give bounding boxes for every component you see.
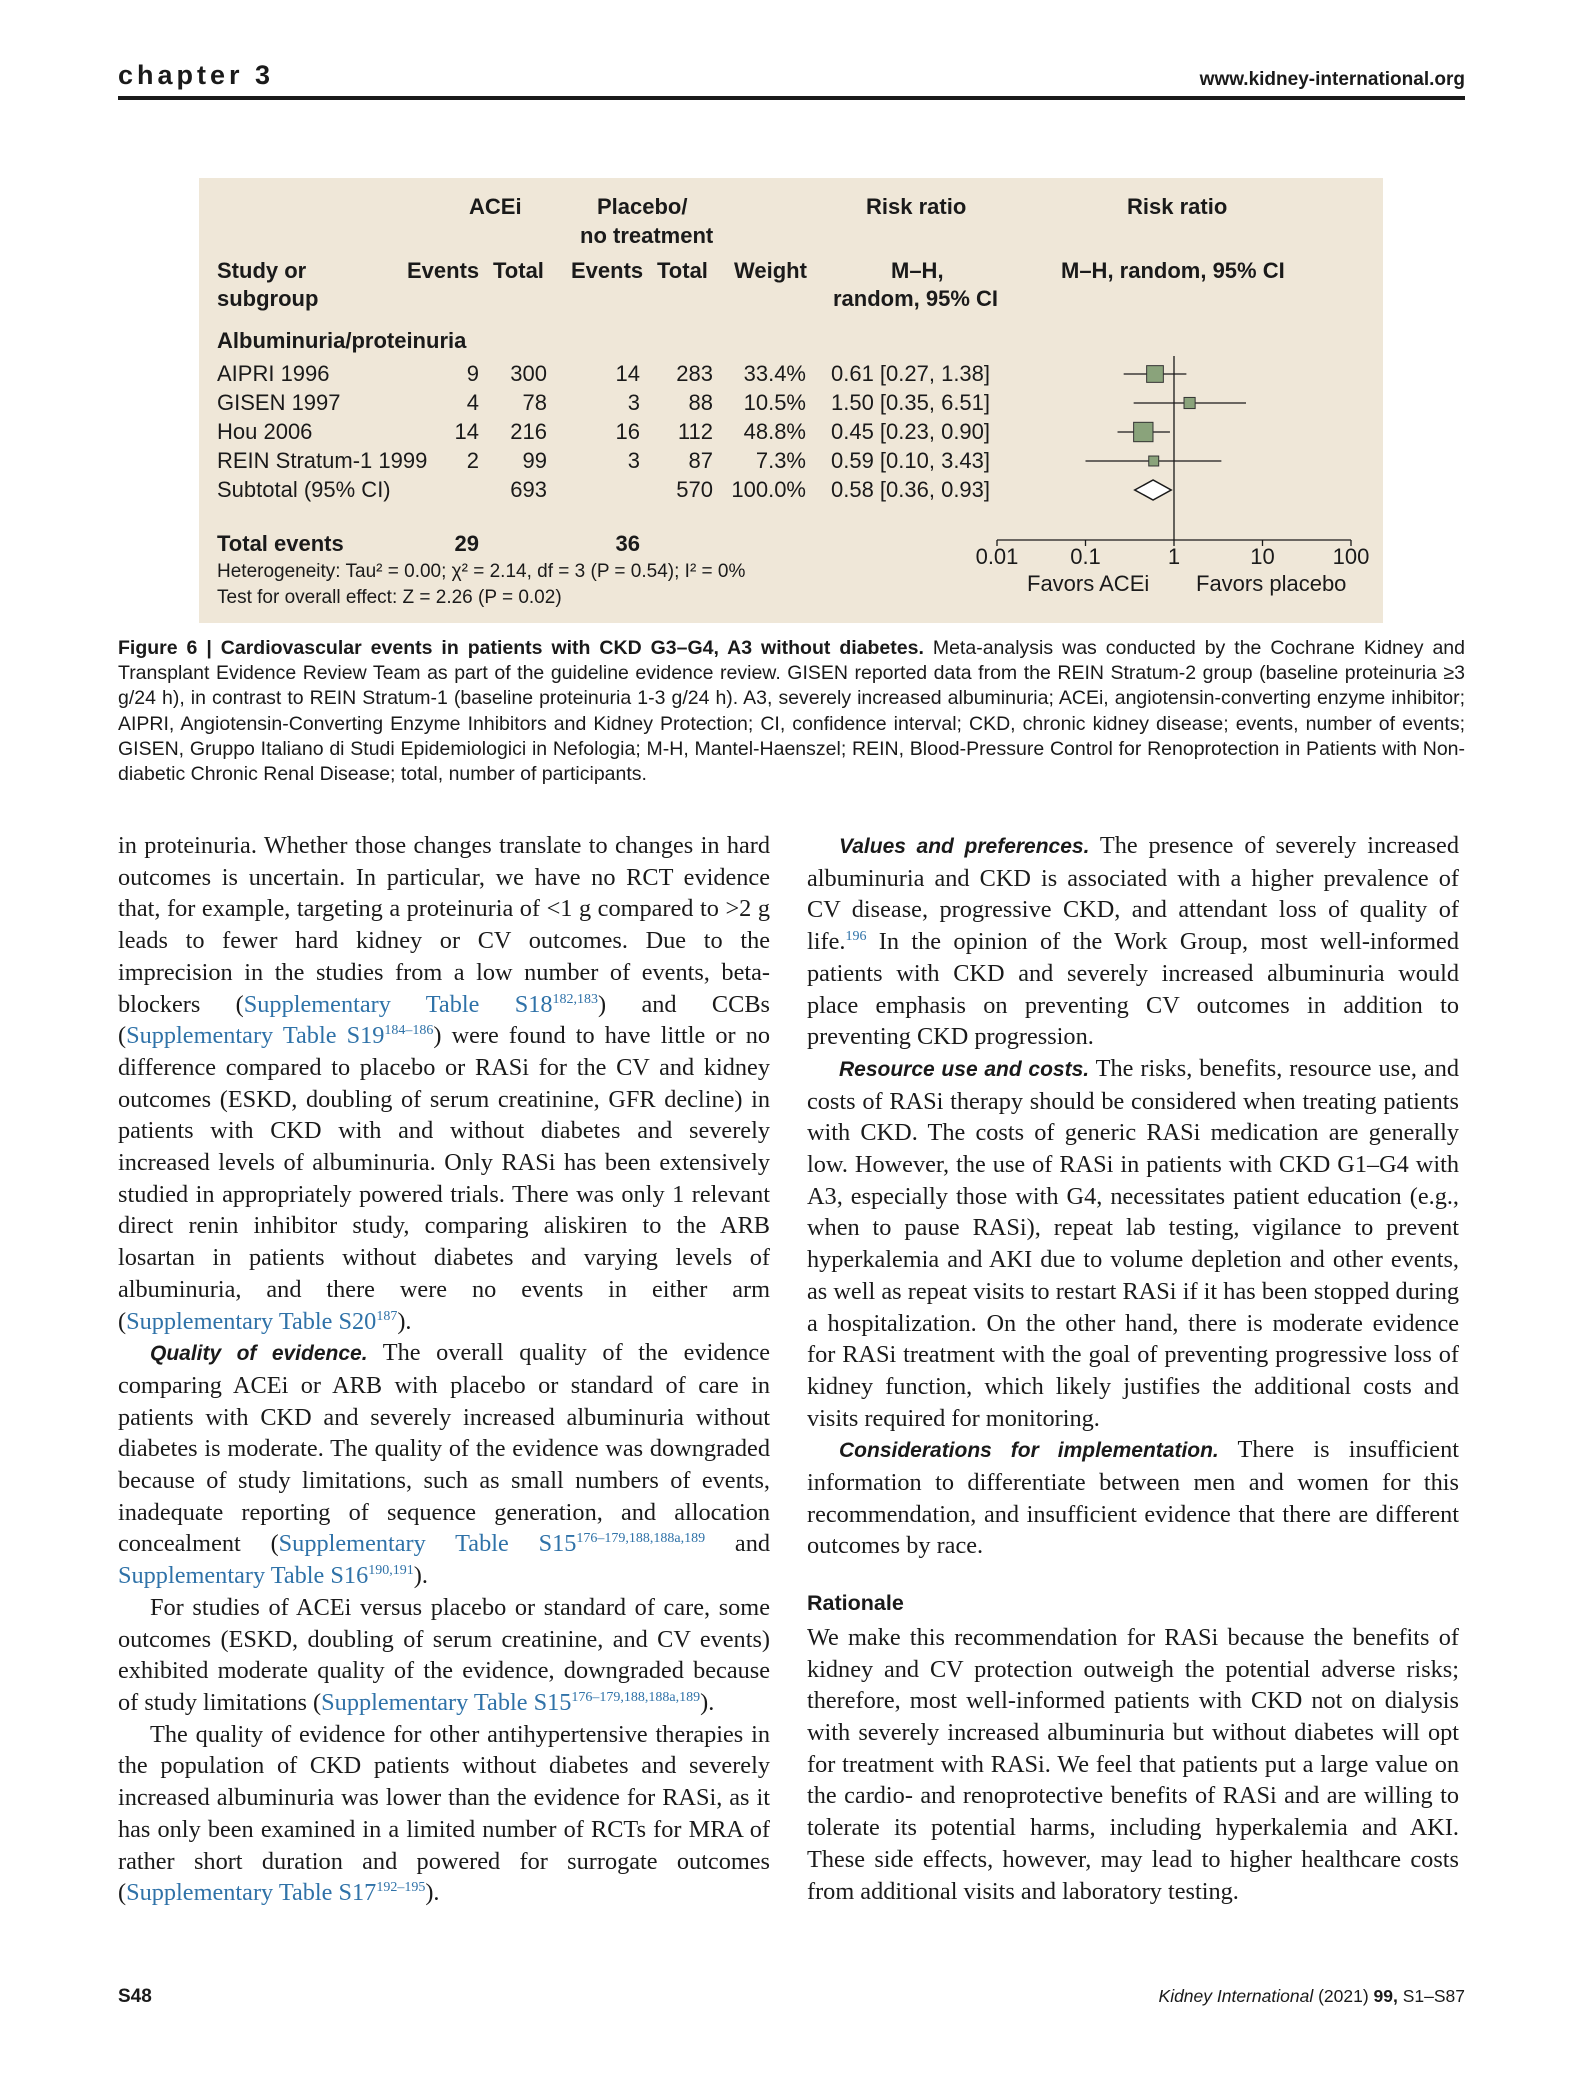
x-tick-label: 0.1 — [1070, 544, 1101, 569]
paragraph: We make this recommendation for RASi because the benefits of kidney and CV protection outweigh the potential adverse risks; therefore, most well-informed patients with CKD not on dialysis with severely increased albuminuria but without diabetes will opt for treatment with RASi. We feel that patients put a large value on the cardio- and renoprotective benefits of RASi and are willing to tolerate its potential harms, including hyperkalemia and AKI. These side effects, however, may lead to higher healthcare costs from additional visits and laboratory testing. — [807, 1623, 1459, 1905]
header-mh-2: random, 95% CI — [833, 286, 999, 311]
text: For studies of ACEi versus placebo or standard of care, some outcomes (ESKD, doubling of serum creatinine, and CV events) exhibited moderate quality of the evidence, downgraded because of study limitations ( — [118, 1593, 770, 1716]
header-risk-ratio: Risk ratio — [866, 194, 967, 219]
study-name: GISEN 1997 — [217, 390, 341, 415]
favors-acei-label: Favors ACEi — [1027, 571, 1150, 596]
total-acei: 99 — [522, 448, 547, 473]
supplementary-link[interactable]: Supplementary Table S19 — [126, 1022, 385, 1050]
header-placebo-2: no treatment — [580, 223, 714, 248]
weight: 7.3% — [755, 448, 806, 473]
caption-title: Figure 6 | Cardiovascular events in patients with CKD G3–G4, A3 without diabetes. — [118, 637, 924, 659]
supplementary-link[interactable]: Supplementary Table S17 — [126, 1879, 377, 1907]
journal-pages: S1–S87 — [1397, 1986, 1465, 2006]
x-tick-label: 1 — [1167, 544, 1181, 569]
section-heading: Resource use and costs. — [839, 1057, 1090, 1081]
supplementary-link[interactable]: Supplementary Table S16 — [118, 1562, 369, 1590]
paragraph — [118, 1592, 770, 1719]
section-heading: Considerations for implementation. — [839, 1439, 1219, 1463]
total-events-label: Total events — [217, 531, 344, 556]
page-number: S48 — [118, 1986, 152, 2007]
subgroup-title: Albuminuria/proteinuria — [217, 328, 467, 353]
events-placebo: 3 — [627, 448, 640, 473]
events-acei: 9 — [466, 361, 479, 386]
study-name: Hou 2006 — [217, 419, 313, 444]
section-heading: Values and preferences. — [839, 835, 1090, 858]
journal-volume: 99, — [1373, 1986, 1398, 2006]
pooled-diamond — [1135, 480, 1171, 500]
total-placebo: 283 — [676, 361, 713, 386]
text: The quality of evidence for other antihypertensive therapies in the population of CKD patients without diabetes and severely increased albuminuria was lower than the evidence for RASi, as it has only been examined in a limited number of RCTs for MRA of rather short duration and powered for surrogate outcomes ( — [118, 1720, 770, 1907]
text: The presence of severely increased albuminuria and CKD is associated with a higher prevalence of CV disease, progressive CKD, and attendant loss of quality of life. — [807, 832, 1459, 956]
total-acei: 78 — [522, 390, 547, 415]
citation[interactable]: 176–179,188,188a,189 — [576, 1531, 706, 1547]
total-acei: 216 — [510, 419, 547, 444]
subtotal-ci: 0.58 [0.36, 0.93] — [831, 477, 991, 502]
events-placebo: 16 — [615, 419, 640, 444]
header-risk-ratio-plot: Risk ratio — [1127, 194, 1228, 219]
x-tick-label: 0.01 — [975, 544, 1019, 569]
text: There is insufficient information to differentiate between men and women for this recommendation, and insufficient evidence that there are different outcomes by race. — [807, 1436, 1459, 1560]
text: The overall quality of the evidence comparing ACEi or ARB with placebo or standard of care in patients with CKD and severely increased albuminuria without diabetes is moderate. The quality of the evidence was downgraded because of study limitations, such as small numbers of events, inadequate reporting of sequence generation, and allocation concealment ( — [118, 1339, 770, 1558]
caption-body: Meta-analysis was conducted by the Cochrane Kidney and Transplant Evidence Review Team as part of the guideline evidence review. GISEN reported data from the REIN Stratum-2 group (baseline proteinuria ≥3 g/24 h), in contrast to REIN Stratum-1 (baseline proteinuria 1-3 g/24 h). A3, severely increased albuminuria; ACEi, angiotensin-converting enzyme inhibitor; AIPRI, Angiotensin-Converting Enzyme Inhibitors and Kidney Protection; CI, confidence interval; CKD, chronic kidney disease; events, number of events; GISEN, Gruppo Italiano di Studi Epidemiologici in Nefologia; M-H, Mantel-Haenszel; REIN, Blood-Pressure Control for Renoprotection in Patients with Non-diabetic Chronic Renal Disease; total, number of participants. — [118, 637, 1466, 786]
chapter-label: chapter 3 — [118, 60, 275, 90]
favors-placebo-label: Favors placebo — [1196, 571, 1347, 596]
journal-name: Kidney International — [1158, 1986, 1314, 2006]
text: ) were found to have little or no difference compared to placebo or RASi for the CV and kidney outcomes (ESKD, doubling of serum creatinine, GFR decline) in patients with CKD with and without diabetes and severely increased levels of albuminuria. Only RASi has been extensively studied in appropriately powered trials. There was only 1 relevant direct renin inhibitor study, comparing aliskiren to the ARB losartan in patients without diabetes and varying levels of albuminuria, and there were no events in either arm ( — [118, 1022, 770, 1335]
x-tick-label: 100 — [1332, 544, 1370, 569]
paragraph — [118, 830, 770, 1337]
events-placebo: 3 — [627, 390, 640, 415]
total-placebo: 88 — [688, 390, 713, 415]
paragraph — [118, 1719, 770, 1909]
paragraph — [807, 1434, 1459, 1562]
total-events-placebo: 36 — [615, 531, 640, 556]
forest-plot — [199, 178, 1383, 623]
total-placebo: 87 — [688, 448, 713, 473]
weight: 10.5% — [743, 390, 806, 415]
citation[interactable]: 182,183 — [552, 991, 599, 1007]
paragraph — [807, 1053, 1459, 1434]
rationale-heading: Rationale — [807, 1591, 904, 1616]
text: and — [705, 1530, 771, 1558]
forest-plot-panel — [199, 178, 1383, 623]
subtotal-total-placebo: 570 — [676, 477, 713, 502]
paragraph — [807, 830, 1459, 1053]
text: The risks, benefits, resource use, and costs of RASi therapy should be considered when treating patients with CKD. The costs of generic RASi medication are generally low. However, the use of RASi in patients with CKD G1–G4 with A3, especially those with G4, necessitates patient education (e.g., when to pause RASi), repeat lab testing, vigilance to prevent hyperkalemia and AKI due to volume depletion and other events, as well as repeat visits to restart RASi if it has been stopped during a hospitalization. On the other hand, there is moderate evidence for RASi treatment with the goal of preventing progressive loss of kidney function, which likely justifies the additional costs and visits required for monitoring. — [807, 1054, 1459, 1432]
events-placebo: 14 — [615, 361, 640, 386]
supplementary-link[interactable]: Supplementary Table S15 — [278, 1530, 577, 1558]
header-mh-plot: M–H, random, 95% CI — [1061, 258, 1285, 283]
header-rule — [118, 96, 1465, 100]
total-acei: 300 — [510, 361, 547, 386]
header-study-1: Study or — [217, 258, 307, 283]
citation[interactable]: 190,191 — [368, 1563, 414, 1579]
header-mh-1: M–H, — [891, 258, 944, 283]
weight: 48.8% — [743, 419, 806, 444]
text: In the opinion of the Work Group, most well-informed patients with CKD and severely increased albuminuria would place emphasis on preventing CV outcomes in addition to preventing CKD progression. — [807, 928, 1459, 1051]
site-url: www.kidney-international.org — [1199, 69, 1465, 90]
header-weight: Weight — [734, 258, 807, 283]
right-column — [807, 830, 1459, 1907]
text: ) and CCBs ( — [118, 990, 770, 1050]
left-column — [118, 830, 770, 1909]
supplementary-link[interactable]: Supplementary Table S20 — [126, 1307, 377, 1335]
point-estimate-box — [1134, 422, 1153, 441]
figure-caption — [118, 636, 1465, 787]
weight: 33.4% — [743, 361, 806, 386]
risk-ratio-ci: 1.50 [0.35, 6.51] — [831, 390, 991, 415]
header-events-placebo: Events — [571, 258, 644, 283]
overall-effect-text: Test for overall effect: Z = 2.26 (P = 0.02) — [217, 587, 562, 608]
header-acei: ACEi — [469, 194, 522, 219]
text: ). — [397, 1307, 412, 1335]
header-study-2: subgroup — [217, 286, 319, 311]
header-placebo-1: Placebo/ — [597, 194, 688, 219]
text: ). — [700, 1688, 715, 1716]
subtotal-weight: 100.0% — [731, 477, 806, 502]
header-total-placebo: Total — [657, 258, 708, 283]
supplementary-link[interactable]: Supplementary Table S15 — [321, 1688, 572, 1716]
journal-citation — [1159, 1986, 1465, 2007]
citation[interactable]: 184–186 — [384, 1023, 434, 1039]
risk-ratio-ci: 0.45 [0.23, 0.90] — [831, 419, 991, 444]
citation[interactable]: 192–195 — [376, 1880, 426, 1896]
text: ). — [413, 1562, 428, 1590]
paragraph — [118, 1337, 770, 1592]
header-events-acei: Events — [407, 258, 480, 283]
citation[interactable]: 196 — [845, 929, 867, 945]
journal-year: (2021) — [1313, 1986, 1374, 2006]
subtotal-total-acei: 693 — [510, 477, 547, 502]
x-tick-label: 10 — [1250, 544, 1275, 569]
subtotal-label: Subtotal (95% CI) — [217, 477, 391, 502]
total-events-acei: 29 — [454, 531, 479, 556]
events-acei: 14 — [454, 419, 479, 444]
point-estimate-box — [1184, 397, 1195, 408]
text: ). — [425, 1879, 440, 1907]
heterogeneity-text: Heterogeneity: Tau² = 0.00; χ² = 2.14, df = 3 (P = 0.54); I² = 0% — [217, 561, 746, 582]
study-name: REIN Stratum-1 1999 — [217, 448, 428, 473]
events-acei: 4 — [466, 390, 479, 415]
point-estimate-box — [1149, 456, 1159, 466]
text: in proteinuria. Whether those changes translate to changes in hard outcomes is uncertain. In particular, we have no RCT evidence that, for example, targeting a proteinuria of <1 g compared to >2 g leads to fewer hard kidney or CV outcomes. Due to the imprecision in the studies from a low number of events, beta-blockers ( — [118, 832, 770, 1018]
citation[interactable]: 187 — [376, 1308, 398, 1324]
risk-ratio-ci: 0.61 [0.27, 1.38] — [831, 361, 991, 386]
total-placebo: 112 — [677, 419, 713, 444]
section-heading: Quality of evidence. — [150, 1342, 368, 1366]
point-estimate-box — [1147, 366, 1164, 383]
risk-ratio-ci: 0.59 [0.10, 3.43] — [831, 448, 991, 473]
header-total-acei: Total — [493, 258, 544, 283]
supplementary-link[interactable]: Supplementary Table S18 — [243, 990, 553, 1018]
study-name: AIPRI 1996 — [217, 361, 330, 386]
events-acei: 2 — [466, 448, 479, 473]
citation[interactable]: 176–179,188,188a,189 — [571, 1689, 701, 1705]
